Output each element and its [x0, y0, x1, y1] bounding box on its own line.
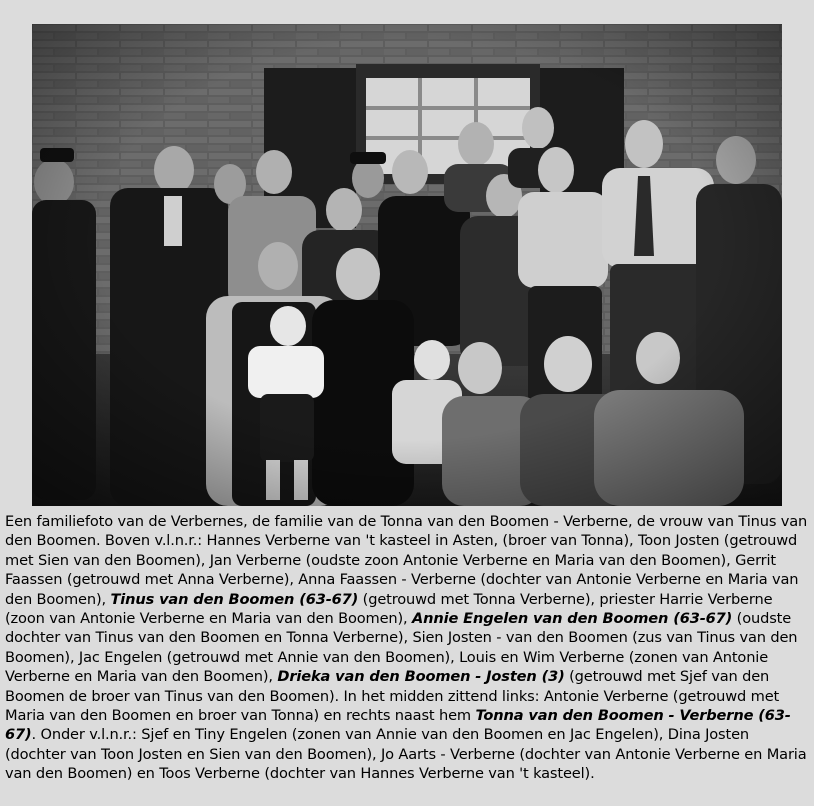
caption-text-5: . Onder v.l.n.r.: Sjef en Tiny Engelen (zonen van Annie van den Boomen en Jac Engelen), Dina Josten (dochter van Toon Josten en Sien van den Boomen), Jo Aarts - Verberne (dochter van Antonie Verberne en Maria van den Boomen) en Toos Verberne (dochter van Hannes Verberne van 't kasteel).: [5, 726, 807, 783]
caption-highlight-annie: Annie Engelen van den Boomen (63-67): [412, 610, 733, 628]
caption-text-4: (getrouwd met Sjef van den Boomen de broer van Tinus van den Boomen). In het midden zittend links: Antonie Verberne (getrouwd met Maria van den Boomen en broer van Tonna) en rechts naast hem: [5, 668, 780, 725]
caption-highlight-tinus: Tinus van den Boomen (63-67): [110, 590, 359, 608]
family-photo-drawing: [32, 24, 782, 506]
caption-highlight-drieka: Drieka van den Boomen - Josten (3): [277, 668, 565, 686]
caption-text-2: (getrouwd met Tonna Verberne), priester Harrie Verberne (zoon van Antonie Verberne en Maria van den Boomen),: [5, 590, 773, 628]
family-photo: [32, 24, 782, 506]
caption-text-1: Een familiefoto van de Verbernes, de familie van de Tonna van den Boomen - Verberne, de vrouw van Tinus van den Boomen. Boven v.l.n.r.: Hannes Verberne van 't kasteel in Asten, (broer van Tonna), Toon Josten (getrouwd met Sien van den Boomen), Jan Verberne (oudste zoon Antonie Verberne en Maria van den Boomen), Gerrit Faassen (getrouwd met Anna Verberne), Anna Faassen - Verberne (dochter van Antonie Verberne en Maria van den Boomen),: [5, 513, 808, 608]
caption-text-3: (oudste dochter van Tinus van den Boomen en Tonna Verberne), Sien Josten - van den Boomen (zus van Tinus van den Boomen), Jac Engelen (getrouwd met Annie van den Boomen), Louis en Wim Verberne (zonen van Antonie Verberne en Maria van den Boomen),: [5, 610, 798, 686]
vignette: [32, 24, 782, 506]
caption-highlight-tonna: Tonna van den Boomen - Verberne (63-67): [5, 707, 791, 744]
photo-caption: [5, 512, 811, 784]
